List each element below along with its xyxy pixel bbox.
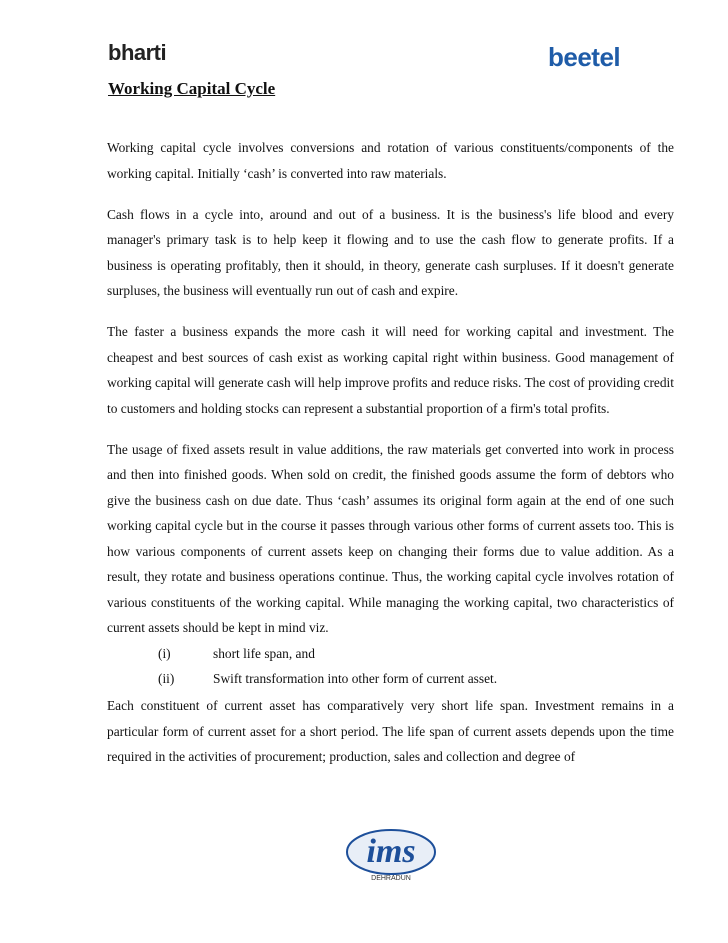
page-header xyxy=(0,0,728,80)
list-item-text: Swift transformation into other form of current asset. xyxy=(213,671,498,686)
paragraph-intro: Working capital cycle involves conversions and rotation of various constituents/components of the working capital. Initially ‘cash’ is converted into raw materials. xyxy=(107,140,674,181)
paragraph-business-expands: The faster a business expands the more cash it will need for working capital and investment. The cheapest and best sources of cash exist as working capital right within business. Good management of working capital will generate cash will help improve profits and reduce risks. The cost of providing credit to customers and holding stocks can represent a substantial proportion of a firm's total profits. xyxy=(107,324,674,416)
list-item-number: (ii) xyxy=(158,671,175,686)
paragraph-life-span: Each constituent of current asset has comparatively very short life span. Investment remains in a particular form of current asset for a short period. The life span of current assets depends upon the time required in the activities of procurement; production, sales and collection and degree of xyxy=(107,698,674,764)
paragraph-fixed-assets: The usage of fixed assets result in value additions, the raw materials get converted into work in process and then into finished goods. When sold on credit, the finished goods assume the form of debtors who give the business cash on due date. Thus ‘cash’ assumes its original form again at the end of one such working capital cycle but in the course it passes through various other forms of current assets too. This is how various components of current assets keep on changing their forms due to value addition. As a result, they rotate and business operations continue. Thus, the working capital cycle involves rotation of various constituents of the working capital. While managing the working capital, two characteristics of current assets should be kept in mind viz. xyxy=(107,441,674,635)
ims-logo-text: ims xyxy=(366,833,416,870)
list-item-text: short life span, and xyxy=(213,646,315,661)
paragraph-cash-flows: Cash flows in a cycle into, around and out of a business. It is the business's life blood and every manager's primary task is to help keep it flowing and to use the cash flow to generate profits. If a business is operating profitably, then it should, in theory, generate cash surpluses. If it doesn't generate surpluses, the business will eventually run out of cash and expire. xyxy=(107,206,674,298)
list-item-number: (i) xyxy=(158,646,171,661)
page-title: Working Capital Cycle xyxy=(108,79,276,98)
ims-logo-subtext: DEHRADUN xyxy=(371,875,411,882)
bharti-logo: bharti xyxy=(108,40,167,65)
characteristics-list xyxy=(107,641,674,691)
list-item xyxy=(107,641,674,666)
beetel-logo: beetel xyxy=(548,42,621,72)
document-body xyxy=(107,135,674,785)
ims-logo-graphic xyxy=(335,822,447,886)
ims-logo xyxy=(335,822,447,886)
list-item xyxy=(107,666,674,691)
